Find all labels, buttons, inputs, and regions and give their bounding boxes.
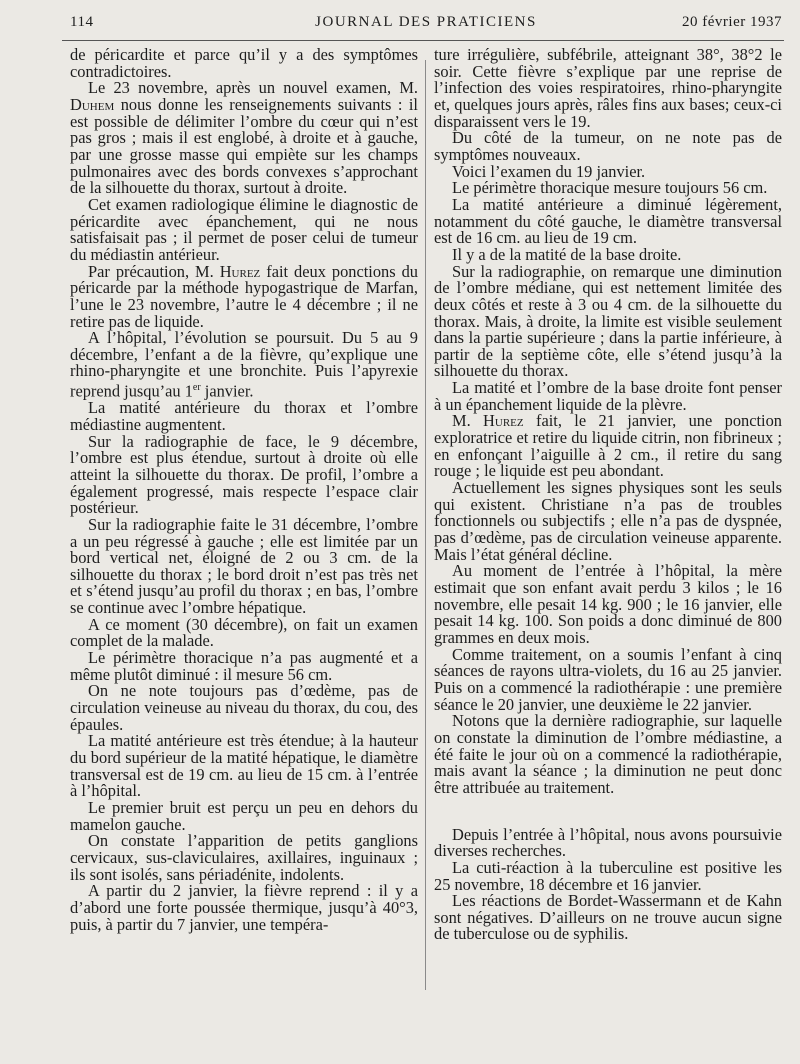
paragraph [434,824,782,861]
paragraph [434,857,782,894]
page-header [70,14,782,36]
paragraph [434,380,782,413]
text-run: Du côté de la tumeur, on ne note pas de symptômes nouveaux. [434,128,782,164]
journal-title: JOURNAL DES PRATICIENS [315,14,537,30]
text-run: Par précaution, M. [88,261,220,281]
paragraph [70,514,418,618]
text-run: Le premier bruit est perçu un peu en dehors du mamelon gauche. [70,798,418,834]
paragraph [434,261,782,381]
text-run: fait deux ponctions du péricarde par la méthode hypogastrique de Marfan, l’une le 23 novembre, l’autre le 4 décembre ; il ne retire pas de liquide. [70,261,418,331]
text-run: Les réactions de Bordet-Wassermann et de Kahn sont négatives. D’ailleurs on ne trouve aucun signe de tuberculose ou de syphilis. [434,891,782,944]
paragraph [434,644,782,714]
author-name: Hurez [483,411,524,431]
text-run: Le périmètre thoracique mesure toujours 56 cm. [452,178,768,198]
text-run: Au moment de l’entrée à l’hôpital, la mère estimait que son enfant avait perdu 3 kilos ; le 16 novembre, elle pesait 14 kg. 900 ; le 16 janvier, elle pesait 14 kg. 100. Son poids a donc diminué de 800 grammes en deux mois. [434,561,782,647]
issue-date: 20 février 1937 [682,14,782,30]
text-run: Le périmètre thoracique n’a pas augmenté et a même plutôt diminué : il mesure 56 cm. [70,648,418,684]
left-column [70,47,418,933]
paragraph [70,80,418,197]
text-run: A partir du 2 janvier, la fièvre reprend : il y a d’abord une forte poussée thermique, jusqu’à 40°3, puis, à partir du 7 janvier, une tempéra- [70,881,418,934]
text-run: Comme traitement, on a soumis l’enfant à cinq séances de rayons ultra-violets, du 16 au 25 janvier. Puis on a commencé la radiothérapie : une première séance le 20 janvier, une deuxième le 22 janvier. [434,644,782,714]
page-number: 114 [70,14,94,30]
text-run: Actuellement les signes physiques sont les seuls qui existent. Christiane n’a pas de troubles fonctionnels ou subjectifs ; elle n’a pas de dyspnée, pas d’œdème, pas de circulation veineuse apparente. Mais l’état général décline. [434,478,782,564]
paragraph [70,194,418,264]
author-name: Hurez [219,261,261,281]
paragraph [434,194,782,248]
author-name: Duhem [70,94,115,114]
paragraph [70,47,418,80]
paragraph [434,563,782,646]
text-run: La matité antérieure est très étendue; à la hauteur du bord supérieur de la matité hépatique, le diamètre transversal est de 19 cm. au lieu de 15 cm. à l’entrée à l’hôpital. [70,731,418,801]
text-run: ture irrégulière, subfébrile, atteignant 38°, 38°2 le soir. Cette fièvre s’explique par une reprise de l’infection des voies respiratoires, rhino-pharyngite et, quelques jours après, râles fins aux bases; ceux-ci disparaissent vers le 19. [434,45,782,131]
text-run: Cet examen radiologique élimine le diagnostic de péricardite avec épanchement, qui ne nous satisfaisait pas ; il permet de poser celui de tumeur du médiastin antérieur. [70,194,418,264]
text-run: Notons que la dernière radiographie, sur laquelle on constate la diminution de l’ombre médiastine, a été faite le jour où on a commencé la radiothérapie, mais avant la séance ; la diminution ne peut donc être attribuée au traitement. [434,711,782,797]
text-run: M. [452,411,484,431]
text-run: A ce moment (30 décembre), on fait un examen complet de la malade. [70,614,418,651]
text-run: On constate l’apparition de petits ganglions cervicaux, sus-claviculaires, axillaires, inguinaux ; ils sont isolés, sans périadénite, indolents. [70,831,418,884]
text-run: Depuis l’entrée à l’hôpital, nous avons poursuivie diverses recherches. [434,824,782,861]
text-run: janvier. [200,381,254,401]
text-run: Sur la radiographie de face, le 9 décembre, l’ombre est plus étendue, surtout à droite où elle atteint la silhouette du thorax. De profil, l’ombre a également progressé, mais respecte l’espace clair postérieur. [70,431,418,518]
paragraph [70,614,418,651]
paragraph [434,713,782,796]
paragraph [70,833,418,883]
text-run: On ne note toujours pas d’œdème, pas de circulation veineuse au niveau du thorax, du cou, des épaules. [70,681,418,734]
paragraph [434,413,782,480]
text-run: Le 23 novembre, après un nouvel examen, M. [88,78,418,98]
paragraph [70,733,418,800]
paragraph [70,683,418,733]
text-run: La cuti-réaction à la tuberculine est positive les 25 novembre, 18 décembre et 16 janvier. [434,857,782,894]
text-run: Il y a de la matité de la base droite. [452,244,682,264]
right-column [434,47,782,943]
paragraph [434,47,782,130]
text-run: fait, le 21 janvier, une ponction exploratrice et retire du liquide citrin, non fibrineux ; en enfonçant l’aiguille à 2 cm., il retire du sang rouge ; le liquide est peu abondant. [434,411,782,481]
text-run: Sur la radiographie faite le 31 décembre, l’ombre a un peu régressé à gauche ; elle est limitée par un bord vertical net, éloigné de 2 ou 3 cm. de la silhouette du thorax ; le bord droit n’est pas très net et s’étend jusqu’au profil du thorax ; en bas, l’ombre se continue avec l’ombre hépatique. [70,514,418,618]
paragraph [70,800,418,833]
paragraph [70,650,418,683]
header-rule [62,40,784,41]
text-run: La matité et l’ombre de la base droite font penser à un épanchement liquide de la plèvre. [434,378,782,414]
text-run: Voici l’examen du 19 janvier. [452,161,646,181]
text-run: La matité antérieure a diminué légèrement, notamment du côté gauche, le diamètre transversal est de 16 cm. au lieu de 19 cm. [434,194,782,248]
paragraph [434,893,782,943]
text-run: nous donne les renseignements suivants : il est possible de délimiter l’ombre du cœur qui n’est pas gros ; mais il est englobé, à droite et à gauche, par une grosse masse qui empiète sur les champs pulmonaires avec des bords convexes s’approchant de la silhouette du thorax, surtout à droite. [70,94,418,198]
paragraph [434,480,782,563]
text-run: La matité antérieure du thorax et l’ombre médiastine augmentent. [70,398,418,434]
paragraph [70,400,418,433]
text-run: de péricardite et parce qu’il y a des symptômes contradictoires. [70,45,418,81]
column-divider [425,60,426,990]
paragraph [70,883,418,933]
text-run: Sur la radiographie, on remarque une diminution de l’ombre médiane, qui est nettement limitée des deux côtés et reste à 3 ou 4 cm. de la silhouette du thorax. Mais, à droite, la limite est visible seulement dans la partie supérieure ; dans la partie inférieure, à partir de la septième côte, elle s’étend jusqu’à la silhouette du thorax. [434,261,782,381]
paragraph [434,130,782,163]
text-run: er [192,382,201,394]
paragraph [70,261,418,331]
paragraph [70,431,418,518]
text-run: A l’hôpital, l’évolution se poursuit. Du 5 au 9 décembre, l’enfant a de la fièvre, qu’explique une rhino-pharyngite et une bronchite. Puis l’apyrexie reprend jusqu’au 1 [70,328,418,401]
paragraph [70,330,418,400]
